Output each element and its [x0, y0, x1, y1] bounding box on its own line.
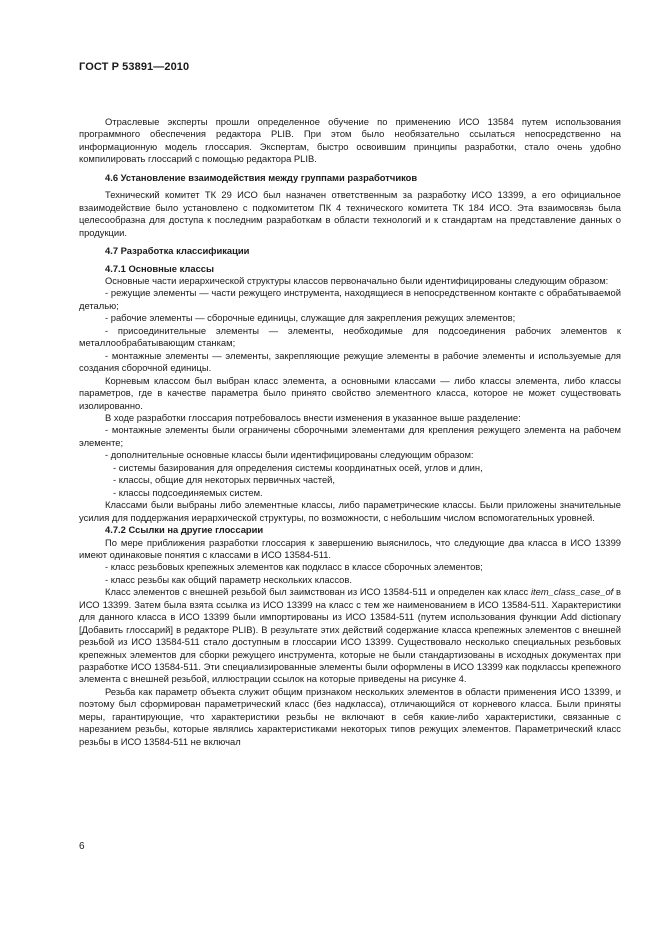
paragraph: Корневым классом был выбран класс элемента, а основными классами — либо классы элемента, либо классы параметров, где в качестве параметра было принято свойство элементного класса, которое не может существовать изолированно. [79, 374, 621, 411]
paragraph: Классами были выбраны либо элементные классы, либо параметрические классы. Были приложены значительные усилия для поддержания иерархической структуры, по возможности, с небольшим числом вспомогательных уровней. [79, 499, 621, 523]
section-heading-4-6: 4.6 Установление взаимодействия между группами разработчиков [105, 171, 418, 183]
paragraph: По мере приближения разработки глоссария к завершению выяснилось, что следующие два класса в ИСО 13399 имеют одинаковые понятия с классами в ИСО 13584-511. [79, 536, 621, 560]
paragraph [79, 586, 621, 686]
list-item: - класс резьбы как общий параметр нескольких классов. [105, 573, 352, 585]
paragraph-text: в ИСО 13399. Затем была взята ссылка из ИСО 13399 на класс с тем же наименованием в ИСО 13584-511. Характеристики для данного класса в ИСО 13399 были импортированы из ИСО 13584-511 (путем использования функции Add dictionary [Добавить глоссарий] в редакторе PLIB). В результате этих действий содержание класса крепежных элементов с внешней резьбой из ИСО 13584-511 стало доступным в глоссарии ИСО 13399. Существовало несколько специальных резьбовых крепежных элементов для сборки режущего инструмента, которые не были стандартизованы в исходных документах при разработке ИСО 13584-511. Эти специализированные элементы были оформлены в ИСО 13399 как подклассы крепежного элемента с внешней резьбой, иллюстрации ссылок на которые приведены на рисунке 4. [79, 586, 621, 685]
sub-list-item: - системы базирования для определения системы координатных осей, углов и длин, [113, 461, 483, 473]
section-heading-4-7: 4.7 Разработка классификации [105, 245, 250, 257]
class-name-italic: item_class_case_of [530, 586, 614, 598]
list-item: - класс резьбовых крепежных элементов как подкласс в классе сборочных элементов; [105, 561, 483, 573]
paragraph: Резьба как параметр объекта служит общим признаком нескольких элементов в области применения ИСО 13399, и поэтому был сформирован параметрический класс (без надкласса), отличающийся от корневого класса. Были приняты меры, гарантирующие, что характеристики резьбы не включают в себя какие-либо характеристики, связанные с нарезанием резьбы, которые являлись характеристиками некоторых типов режущих элементов. Параметрический класс резьбы в ИСО 13584-511 не включал [79, 685, 621, 747]
paragraph: Отраслевые эксперты прошли определенное обучение по применению ИСО 13584 путем использования программного обеспечения редактора PLIB. При этом было необязательно ссылаться непосредственно на информационную модель глоссария. Экспертам, быстро освоившим принципы разработки, стало очень удобно компилировать глоссарий с помощью редактора PLIB. [79, 116, 621, 165]
document-body [79, 116, 621, 748]
list-item: - присоединительные элементы — элементы, необходимые для подсоединения рабочих элементов к металлообрабатывающим станкам; [79, 324, 621, 349]
page-number: 6 [79, 841, 85, 852]
paragraph: Технический комитет ТК 29 ИСО был назначен ответственным за разработку ИСО 13399, а его официальное взаимодействие было установлено с подкомитетом ПК 4 технического комитета ТК 184 ИСО. Эта взаимосвязь была целесообразна для доступа к последним разработкам в области технологий и к стандартам на представление данных о продукции. [79, 189, 621, 238]
list-item: - дополнительные основные классы были идентифицированы следующим образом: [105, 449, 474, 461]
list-item: - монтажные элементы — элементы, закрепляющие режущие элементы в рабочие элементы и используемые для создания сборочной единицы. [79, 349, 621, 374]
paragraph: В ходе разработки глоссария потребовалось внести изменения в указанное выше разделение: [105, 411, 521, 423]
subsection-heading-4-7-1: 4.7.1 Основные классы [105, 262, 215, 274]
sub-list-item: - классы, общие для некоторых первичных частей, [113, 474, 336, 486]
standard-designation: ГОСТ Р 53891—2010 [79, 61, 190, 73]
list-item: - монтажные элементы были ограничены сборочными элементами для крепления режущего элемента на рабочем элементе; [79, 424, 621, 448]
subsection-heading-4-7-2: 4.7.2 Ссылки на другие глоссарии [105, 524, 264, 536]
sub-list-item: - классы подсоединяемых систем. [113, 486, 263, 498]
paragraph: Основные части иерархической структуры классов первоначально были идентифицированы следующим образом: [105, 274, 609, 286]
list-item: - режущие элементы — части режущего инструмента, находящиеся в непосредственном контакте с обрабатываемой деталью; [79, 287, 621, 311]
paragraph-text: Класс элементов с внешней резьбой был заимствован из ИСО 13584-511 и определен как класс [105, 586, 531, 598]
list-item: - рабочие элементы — сборочные единицы, служащие для закрепления режущих элементов; [105, 312, 516, 324]
